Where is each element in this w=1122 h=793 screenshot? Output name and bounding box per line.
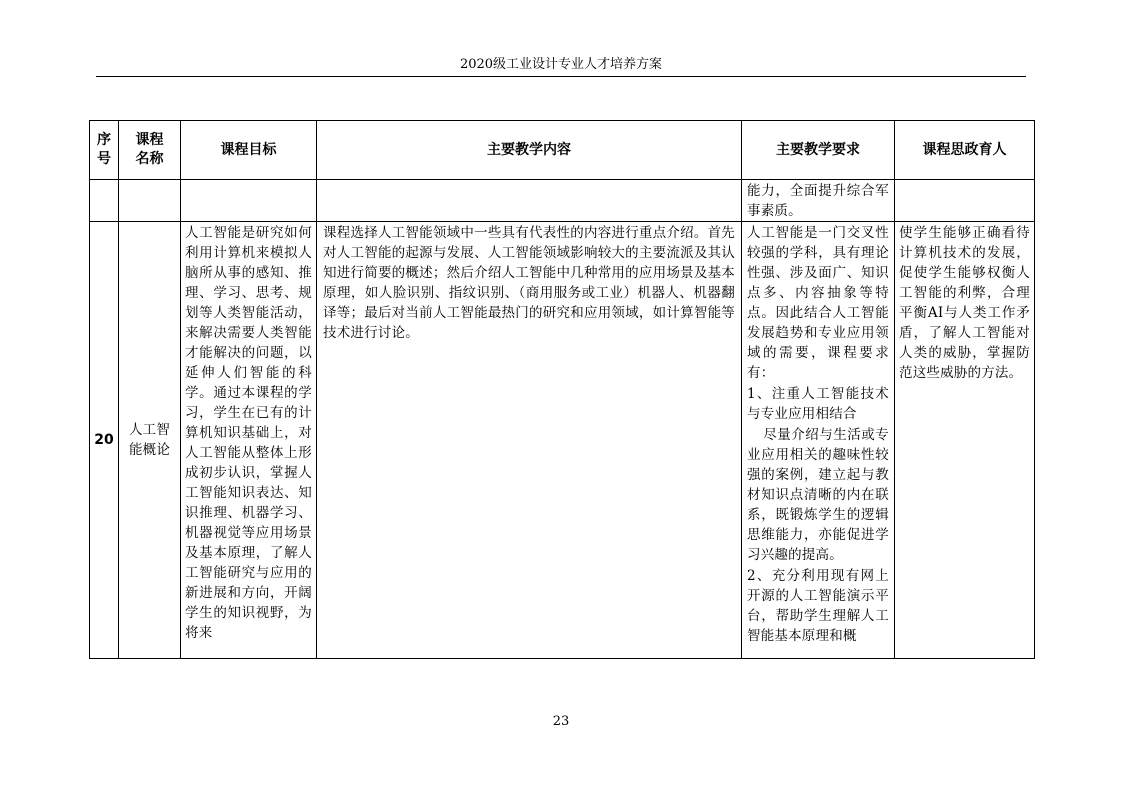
col-header-ideology: 课程思政育人 [895, 121, 1035, 180]
cell-objective-empty [181, 180, 317, 222]
col-header-objective: 课程目标 [181, 121, 317, 180]
requirements-item-1-body: 尽量介绍与生活或专业应用相关的趣味性较强的案例，建立起与教材知识点清晰的内在联系，既锻炼学生的逻辑思维能力，亦能促进学习兴趣的提高。 [747, 427, 889, 563]
cell-seq: 20 [90, 222, 119, 659]
col-header-content: 主要教学内容 [317, 121, 742, 180]
requirements-item-1-title: 1、注重人工智能技术与专业应用相结合 [747, 386, 889, 422]
cell-requirements-continued: 能力，全面提升综合军事素质。 [742, 180, 895, 222]
cell-requirements [742, 222, 895, 659]
table-row-continued [90, 180, 1035, 222]
page-header-title: 2020级工业设计专业人才培养方案 [459, 57, 663, 72]
table-header-row [90, 121, 1035, 180]
table-row [90, 222, 1035, 659]
cell-course-name: 人工智能概论 [119, 222, 181, 659]
cell-ideology: 使学生能够正确看待计算机技术的发展，促使学生能够权衡人工智能的利弊，合理平衡AI与人类工作矛盾，了解人工智能对人类的威胁，掌握防范这些威胁的方法。 [895, 222, 1035, 659]
cell-content: 课程选择人工智能领域中一些具有代表性的内容进行重点介绍。首先对人工智能的起源与发展、人工智能领域影响较大的主要流派及其认知进行简要的概述；然后介绍人工智能中几种常用的应用场景及基本原理，如人脸识别、指纹识别、（商用服务或工业）机器人、机器翻译等；最后对当前人工智能最热门的研究和应用领域，如计算智能等技术进行讨论。 [317, 222, 742, 659]
cell-seq-empty [90, 180, 119, 222]
col-header-name: 课程名称 [119, 121, 181, 180]
col-header-requirements: 主要教学要求 [742, 121, 895, 180]
header-rule [96, 76, 1026, 77]
cell-name-empty [119, 180, 181, 222]
course-table [89, 120, 1035, 659]
cell-objective: 人工智能是研究如何利用计算机来模拟人脑所从事的感知、推理、学习、思考、规划等人类智能活动，来解决需要人类智能才能解决的问题，以延伸人们智能的科学。通过本课程的学习，学生在已有的计算机知识基础上，对人工智能从整体上形成初步认识，掌握人工智能知识表达、知识推理、机器学习、机器视觉等应用场景及基本原理，了解人工智能研究与应用的新进展和方向，开阔学生的知识视野，为将来 [181, 222, 317, 659]
requirements-intro: 人工智能是一门交叉性较强的学科，具有理论性强、涉及面广、知识点多、内容抽象等特点。因此结合人工智能发展趋势和专业应用领域的需要，课程要求有： [747, 225, 889, 381]
requirements-item-2: 2、充分利用现有网上开源的人工智能演示平台，帮助学生理解人工智能基本原理和概 [747, 568, 889, 644]
page-number: 23 [552, 714, 570, 729]
cell-ideology-empty [895, 180, 1035, 222]
cell-content-empty [317, 180, 742, 222]
col-header-seq: 序号 [90, 121, 119, 180]
